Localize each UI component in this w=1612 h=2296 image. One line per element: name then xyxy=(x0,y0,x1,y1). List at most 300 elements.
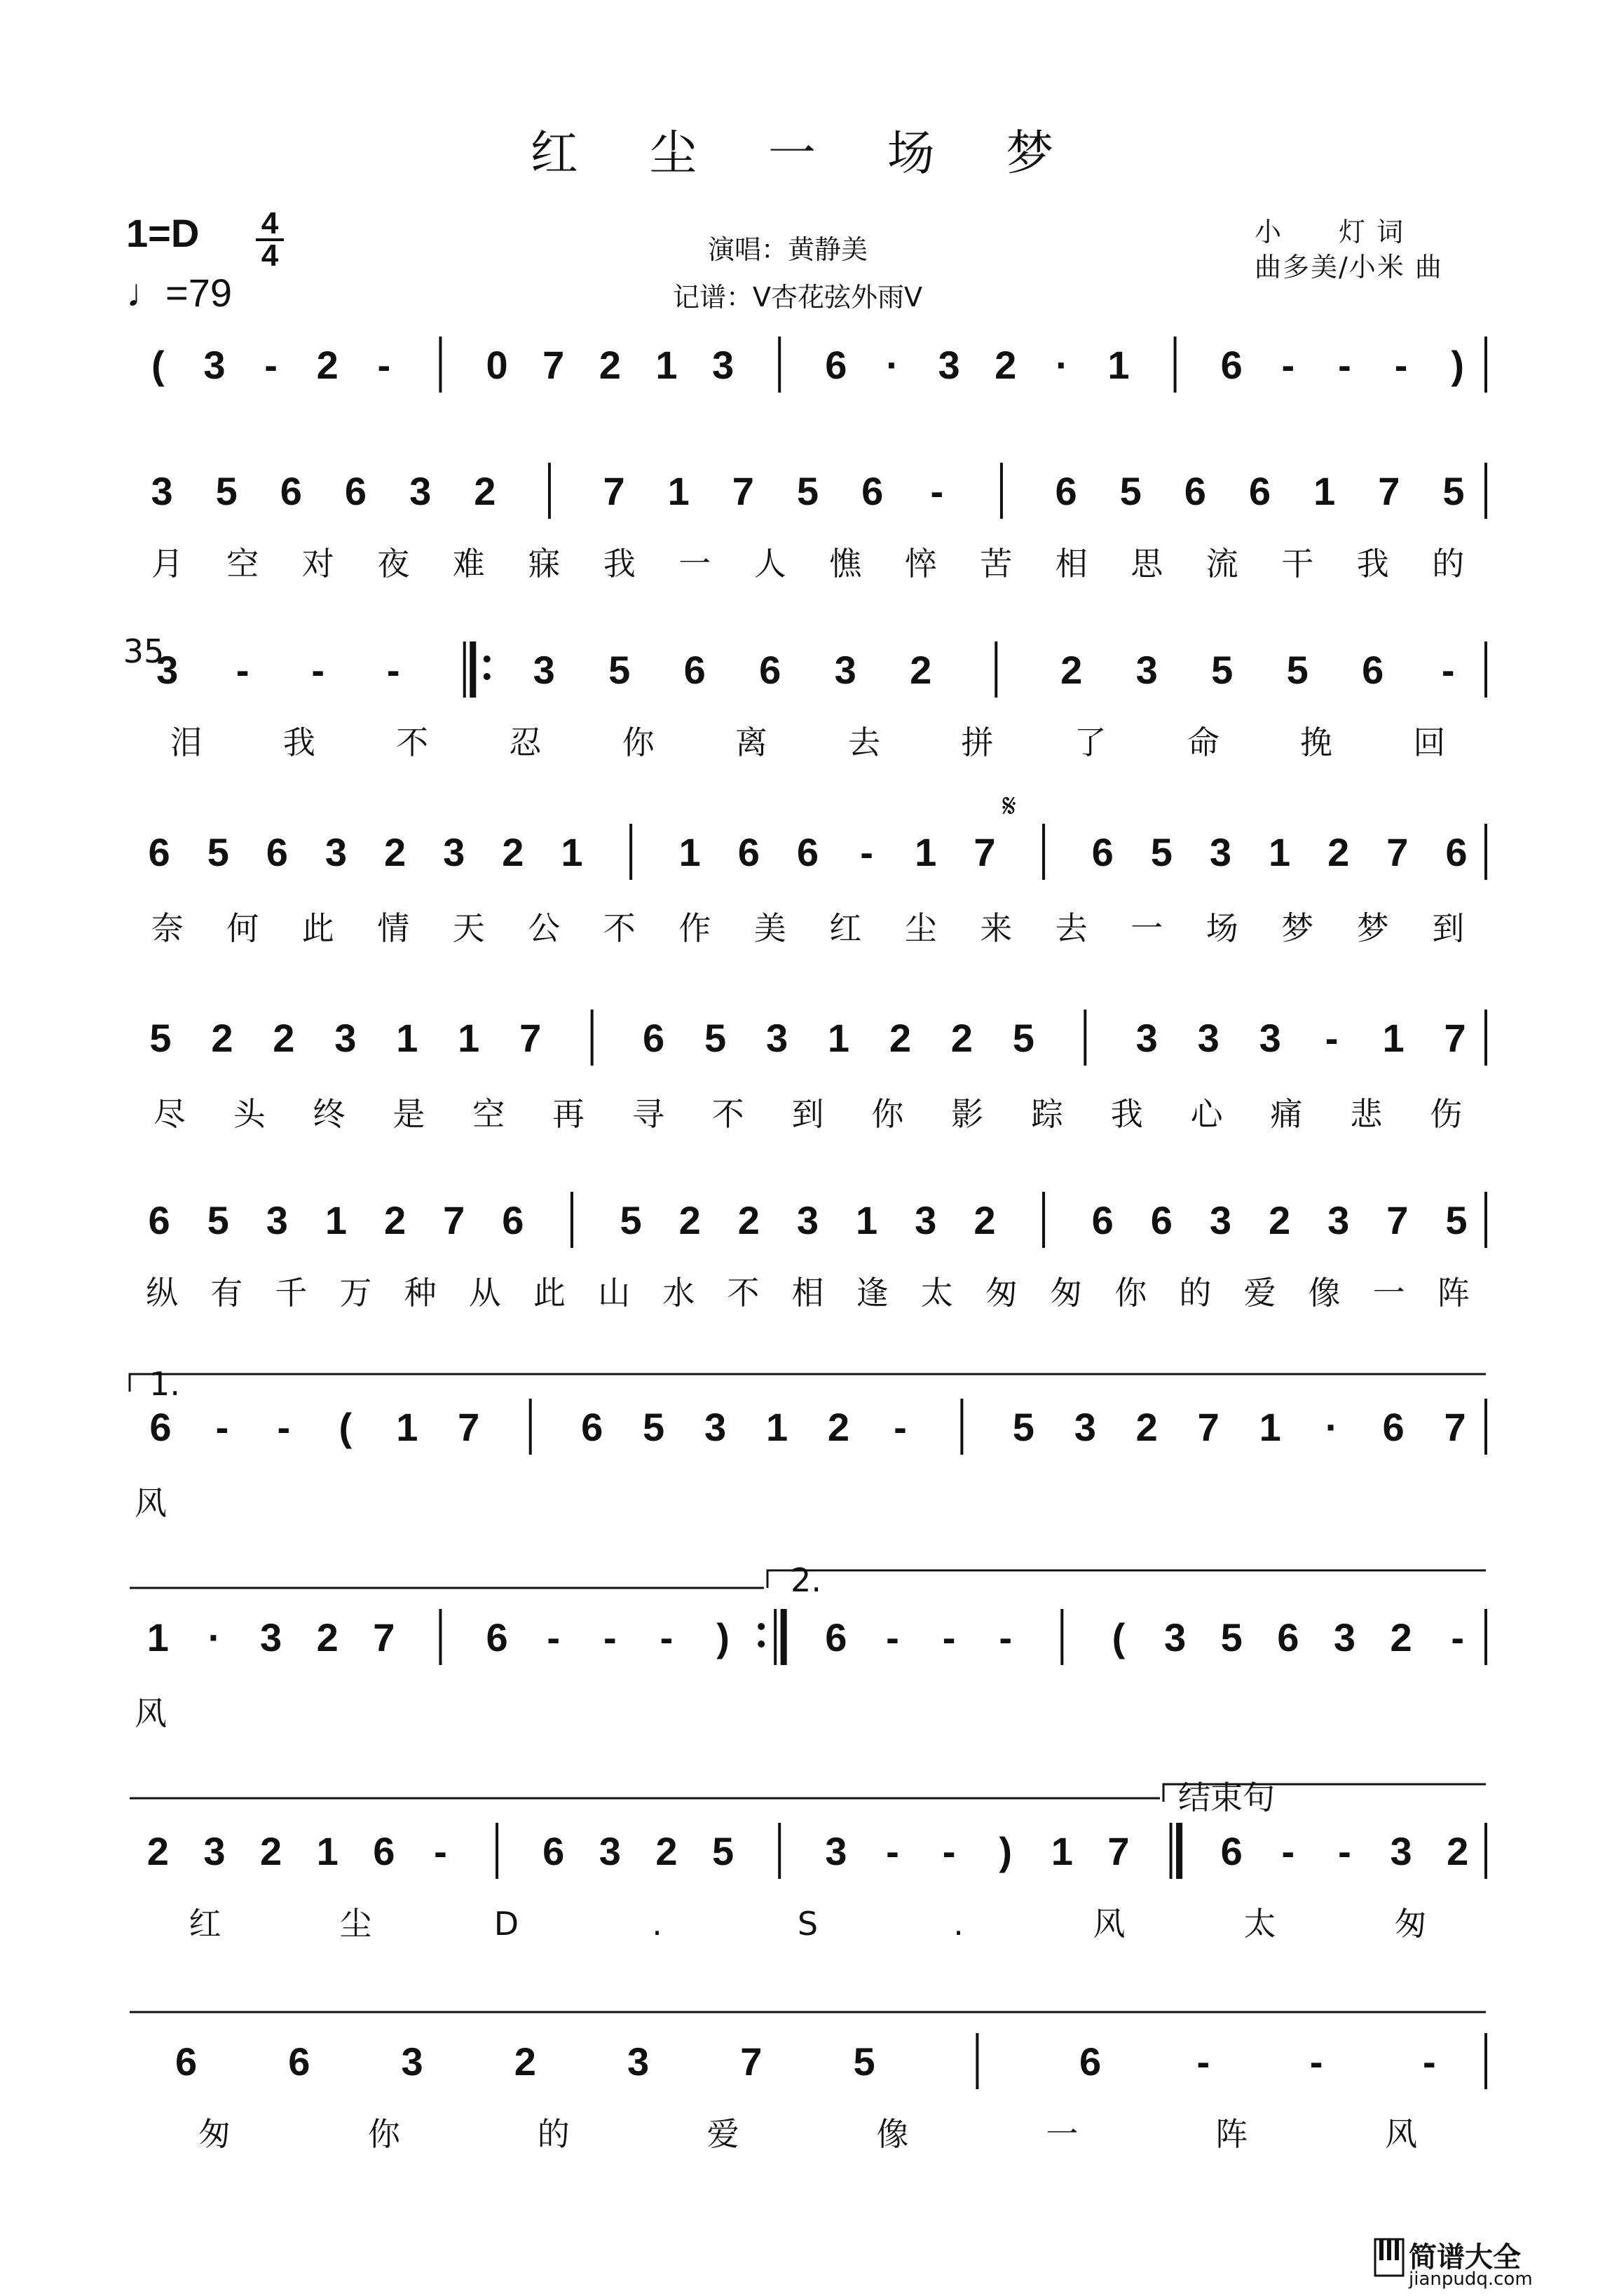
note: 1 xyxy=(827,1016,850,1060)
lyric-char: 心 xyxy=(1190,1095,1223,1133)
volta-2-bracket xyxy=(767,1570,1486,1588)
lyric-char: 命 xyxy=(1187,724,1220,761)
note: 5 xyxy=(853,2039,875,2084)
lyric-char: 美 xyxy=(753,909,786,947)
note: ) xyxy=(716,1615,730,1659)
note: 5 xyxy=(620,1198,642,1242)
note: 5 xyxy=(215,469,238,513)
key-signature: 1=D xyxy=(126,211,200,255)
volta-1-label: 1. xyxy=(149,1365,180,1403)
note: 2 xyxy=(146,1829,169,1873)
note: · xyxy=(886,343,899,387)
lyric-char: 拼 xyxy=(961,724,994,761)
lyric-char: 情 xyxy=(377,909,410,947)
note: 3 xyxy=(203,343,226,387)
note: 3 xyxy=(1390,1829,1412,1873)
lyric-char: 此 xyxy=(301,909,334,947)
note: - xyxy=(603,1615,617,1659)
note: 3 xyxy=(156,648,179,692)
note: 3 xyxy=(1209,1198,1231,1242)
lyric-char: 我 xyxy=(1356,545,1389,583)
lyric-char: 了 xyxy=(1074,724,1107,761)
lyric-char: 踪 xyxy=(1030,1095,1063,1133)
note: - xyxy=(1394,343,1408,387)
lyric-char: 我 xyxy=(282,724,315,761)
note: 6 xyxy=(373,1829,395,1873)
note: 2 xyxy=(678,1198,701,1242)
note: 6 xyxy=(1382,1405,1405,1449)
note: - xyxy=(1338,1829,1351,1873)
note: 1 xyxy=(915,830,937,874)
singer-credit: 演唱：黄静美 xyxy=(708,234,868,265)
lyric-char: 匆 xyxy=(1050,1274,1083,1312)
lyric-char: 的 xyxy=(1179,1274,1212,1312)
note: 7 xyxy=(542,343,565,387)
note: 2 xyxy=(273,1016,295,1060)
note: - xyxy=(1309,2039,1323,2084)
note: 6 xyxy=(1362,648,1384,692)
note: 5 xyxy=(1286,648,1309,692)
lyric-char: 你 xyxy=(622,724,655,761)
lyric-char: 伤 xyxy=(1430,1095,1463,1133)
lyric-char: 一 xyxy=(1372,1274,1405,1312)
lyric-char: 相 xyxy=(791,1274,824,1312)
note: - xyxy=(1325,1016,1339,1060)
lyric-char: 何 xyxy=(226,909,259,947)
note: 3 xyxy=(1333,1615,1356,1659)
note: 7 xyxy=(1444,1016,1466,1060)
note: 6 xyxy=(1055,469,1077,513)
note: 7 xyxy=(1444,1405,1466,1449)
note: 3 xyxy=(627,2039,650,2084)
lyric-char: S xyxy=(797,1905,819,1943)
repeat-dot xyxy=(484,673,491,680)
lyric-char: 爱 xyxy=(1243,1274,1276,1312)
note: 6 xyxy=(502,1198,524,1242)
time-signature-bottom: 4 xyxy=(261,238,279,273)
note: 3 xyxy=(711,343,735,387)
note: 0 xyxy=(486,343,508,387)
note: 2 xyxy=(384,1198,407,1242)
note: ) xyxy=(999,1829,1013,1873)
note: 3 xyxy=(915,1198,937,1242)
note: - xyxy=(860,830,873,874)
note: 6 xyxy=(861,469,884,513)
note: 7 xyxy=(519,1016,542,1060)
note: 6 xyxy=(1184,469,1206,513)
lyric-char: 水 xyxy=(662,1274,695,1312)
lyric-char: 风 xyxy=(135,1484,167,1522)
note: 1 xyxy=(458,1016,480,1060)
note: 3 xyxy=(599,1829,621,1873)
lyric-char: 难 xyxy=(452,545,485,583)
note: · xyxy=(1055,343,1069,387)
note: 1 xyxy=(1382,1016,1405,1060)
repeat-dot xyxy=(484,655,491,663)
note: 2 xyxy=(474,469,496,513)
note: 3 xyxy=(533,648,555,692)
note: 3 xyxy=(259,1615,282,1659)
lyric-char: 再 xyxy=(552,1095,585,1133)
note: 6 xyxy=(1091,1198,1114,1242)
note: 5 xyxy=(643,1405,665,1449)
lyric-char: 夜 xyxy=(377,545,410,583)
lyric-char: 泪 xyxy=(170,724,203,761)
note: 2 xyxy=(384,830,407,874)
note: 3 xyxy=(1327,1198,1350,1242)
note: 5 xyxy=(1012,1016,1034,1060)
note: 2 xyxy=(950,1016,973,1060)
lyric-char: 我 xyxy=(603,545,636,583)
lyric-char: 寐 xyxy=(528,545,561,583)
lyric-char: 我 xyxy=(1110,1095,1143,1133)
note: - xyxy=(999,1615,1013,1659)
note: 2 xyxy=(910,648,932,692)
note: 3 xyxy=(796,1198,819,1242)
note: - xyxy=(942,1829,956,1873)
lyric-char: 憔 xyxy=(829,545,862,583)
note: 5 xyxy=(1445,1198,1468,1242)
note: - xyxy=(660,1615,674,1659)
note: - xyxy=(547,1615,561,1659)
piano-keys-icon xyxy=(1374,2236,1405,2278)
note: 5 xyxy=(149,1016,172,1060)
lyric-char: 天 xyxy=(452,909,485,947)
note: 7 xyxy=(603,469,625,513)
note: 6 xyxy=(344,469,367,513)
note: 6 xyxy=(266,830,288,874)
note: - xyxy=(1441,648,1455,692)
lyric-char: 阵 xyxy=(1437,1274,1470,1312)
watermark-site: jianpudq.com xyxy=(1409,2269,1533,2290)
note: 6 xyxy=(1079,2039,1102,2084)
note: - xyxy=(1338,343,1351,387)
note: 2 xyxy=(1327,830,1350,874)
note: 6 xyxy=(1150,1198,1173,1242)
lyric-char: 像 xyxy=(876,2115,909,2153)
note: 2 xyxy=(1135,1405,1158,1449)
lyric-char: 痛 xyxy=(1270,1095,1303,1133)
watermark-title: 简谱大全 xyxy=(1409,2241,1521,2274)
note: 3 xyxy=(1209,830,1231,874)
lyric-char: 苦 xyxy=(980,545,1013,583)
song-title: 红 尘 一 场 梦 xyxy=(530,126,1082,182)
note: 2 xyxy=(995,343,1017,387)
lyric-char: 太 xyxy=(920,1274,953,1312)
lyric-char: 你 xyxy=(871,1095,904,1133)
lyric-char: 一 xyxy=(678,545,711,583)
lyric-char: 寻 xyxy=(631,1095,664,1133)
note: 2 xyxy=(1268,1198,1291,1242)
note: - xyxy=(1423,2039,1436,2084)
note: - xyxy=(215,1405,229,1449)
lyric-char: 有 xyxy=(210,1274,243,1312)
note: 1 xyxy=(146,1615,169,1659)
note: 1 xyxy=(655,343,678,387)
note: 3 xyxy=(765,1016,788,1060)
note: 2 xyxy=(827,1405,850,1449)
note: 6 xyxy=(148,1198,170,1242)
lyric-char: 一 xyxy=(1046,2115,1079,2153)
lyric-char: 一 xyxy=(1131,909,1163,947)
note: 6 xyxy=(581,1405,603,1449)
lyric-char: 梦 xyxy=(1356,909,1389,947)
note: 5 xyxy=(711,1829,735,1873)
note: 5 xyxy=(1150,830,1173,874)
lyric-char: 此 xyxy=(533,1274,566,1312)
lyric-char: 对 xyxy=(301,545,334,583)
lyric-char: 太 xyxy=(1243,1905,1276,1943)
note: - xyxy=(894,1405,907,1449)
note: 6 xyxy=(149,1405,172,1449)
lyric-char: D xyxy=(493,1905,519,1943)
lyric-char: 梦 xyxy=(1281,909,1314,947)
note: ( xyxy=(339,1405,353,1449)
note: 2 xyxy=(737,1198,760,1242)
lyric-char: 挽 xyxy=(1300,724,1333,761)
note: 6 xyxy=(542,1829,565,1873)
note: 6 xyxy=(1445,830,1468,874)
note: 2 xyxy=(889,1016,912,1060)
note: 1 xyxy=(1107,343,1130,387)
note: 3 xyxy=(401,2039,423,2084)
lyric-char: 匆 xyxy=(985,1274,1018,1312)
note: 1 xyxy=(561,830,583,874)
note: 2 xyxy=(1060,648,1083,692)
lyric-char: 人 xyxy=(753,545,786,583)
note: 2 xyxy=(259,1829,282,1873)
note: 7 xyxy=(732,469,754,513)
lyric-char: 思 xyxy=(1131,545,1163,583)
note: 6 xyxy=(825,1615,847,1659)
lyric-char: 阵 xyxy=(1215,2115,1248,2153)
note: 6 xyxy=(1220,1829,1243,1873)
lyric-char: 干 xyxy=(1281,545,1314,583)
note: 7 xyxy=(458,1405,480,1449)
lyric-char: 悴 xyxy=(904,545,937,583)
lyric-char: 从 xyxy=(468,1274,501,1312)
note: 7 xyxy=(1197,1405,1220,1449)
repeat-dot xyxy=(758,1623,765,1630)
lyric-char: 去 xyxy=(848,724,881,761)
lyric-char: 相 xyxy=(1055,545,1088,583)
note: - xyxy=(377,343,391,387)
note: 3 xyxy=(266,1198,288,1242)
note: 1 xyxy=(856,1198,878,1242)
volta-2-label: 2. xyxy=(791,1561,821,1599)
lyric-char: . xyxy=(652,1905,662,1943)
note: 6 xyxy=(759,648,781,692)
note: 1 xyxy=(678,830,701,874)
note: 2 xyxy=(655,1829,678,1873)
lyric-char: 红 xyxy=(829,909,862,947)
lyric-char: 的 xyxy=(537,2115,570,2153)
note: 2 xyxy=(1447,1829,1469,1873)
note: 7 xyxy=(740,2039,763,2084)
note: 6 xyxy=(486,1615,508,1659)
note: 6 xyxy=(643,1016,665,1060)
grace-notes: 35 xyxy=(123,632,165,670)
tempo-marking: ♩=79 xyxy=(126,271,232,315)
segno-symbol: 𝄋 xyxy=(1002,787,1016,824)
lyric-char: 公 xyxy=(528,909,561,947)
note: 2 xyxy=(316,1615,339,1659)
note: - xyxy=(942,1615,956,1659)
note: 1 xyxy=(765,1405,788,1449)
lyric-char: 像 xyxy=(1308,1274,1341,1312)
note: 1 xyxy=(396,1016,418,1060)
note: 5 xyxy=(1220,1615,1243,1659)
lyric-char: 你 xyxy=(1114,1274,1147,1312)
lyric-char: 逢 xyxy=(856,1274,889,1312)
lyric-char: 尽 xyxy=(153,1095,186,1133)
lyric-char: 不 xyxy=(727,1274,760,1312)
note: 2 xyxy=(502,830,524,874)
note: - xyxy=(886,1615,899,1659)
note: 2 xyxy=(1390,1615,1412,1659)
note: - xyxy=(886,1829,899,1873)
note: - xyxy=(1281,1829,1295,1873)
note: 3 xyxy=(825,1829,847,1873)
lyric-char: 终 xyxy=(313,1095,346,1133)
note: 5 xyxy=(1442,469,1465,513)
lyric-char: 万 xyxy=(339,1274,372,1312)
note: 6 xyxy=(825,343,847,387)
note: 5 xyxy=(1119,469,1142,513)
ending-label: 结束句 xyxy=(1178,1779,1275,1816)
note: 6 xyxy=(175,2039,198,2084)
lyric-char: 作 xyxy=(678,909,711,947)
note: - xyxy=(434,1829,447,1873)
lyric-char: 风 xyxy=(135,1694,167,1732)
lyric-char: 不 xyxy=(603,909,636,947)
note: 3 xyxy=(1135,1016,1158,1060)
lyric-char: 千 xyxy=(275,1274,308,1312)
lyric-char: 场 xyxy=(1205,909,1238,947)
note: 3 xyxy=(1163,1615,1187,1659)
lyric-char: 空 xyxy=(226,545,259,583)
note: - xyxy=(264,343,278,387)
note: 6 xyxy=(148,830,170,874)
note: - xyxy=(1196,2039,1210,2084)
note: 7 xyxy=(974,830,996,874)
lyric-char: 的 xyxy=(1432,545,1465,583)
note: 6 xyxy=(1091,830,1114,874)
note: 6 xyxy=(796,830,819,874)
note: 3 xyxy=(1197,1016,1220,1060)
lyric-char: 不 xyxy=(396,724,429,761)
time-signature-top: 4 xyxy=(261,206,279,240)
lyric-char: 空 xyxy=(472,1095,505,1133)
note: 2 xyxy=(514,2039,536,2084)
note: 3 xyxy=(834,648,856,692)
lyric-char: 去 xyxy=(1055,909,1088,947)
lyric-char: 悲 xyxy=(1350,1095,1383,1133)
lyric-char: 纵 xyxy=(146,1274,179,1312)
lyric-char: . xyxy=(953,1905,964,1943)
lyric-char: 忍 xyxy=(509,724,542,761)
lyric-char: 回 xyxy=(1413,724,1446,761)
composer-credit: 曲多美/小米 曲 xyxy=(1255,252,1443,283)
note: 2 xyxy=(211,1016,233,1060)
note: 7 xyxy=(1386,830,1409,874)
note: 1 xyxy=(396,1405,418,1449)
note: 5 xyxy=(704,1016,727,1060)
note: 6 xyxy=(288,2039,310,2084)
note: 3 xyxy=(1259,1016,1281,1060)
note: 7 xyxy=(1378,469,1400,513)
lyric-char: 来 xyxy=(980,909,1013,947)
lyric-char: 奈 xyxy=(151,909,184,947)
lyric-char: 风 xyxy=(1385,2115,1418,2153)
note: 1 xyxy=(1313,469,1336,513)
note: 5 xyxy=(207,1198,229,1242)
note: 6 xyxy=(280,469,302,513)
lyric-char: 种 xyxy=(404,1274,437,1312)
lyric-char: 离 xyxy=(735,724,767,761)
note: 3 xyxy=(443,830,465,874)
note: ( xyxy=(151,343,165,387)
note: - xyxy=(930,469,944,513)
note: · xyxy=(1325,1405,1339,1449)
lyric-char: 你 xyxy=(367,2115,400,2153)
note: 3 xyxy=(1135,648,1158,692)
note: 2 xyxy=(599,343,621,387)
note: - xyxy=(311,648,325,692)
lyric-char: 尘 xyxy=(904,909,937,947)
note: 3 xyxy=(938,343,960,387)
note: 5 xyxy=(1211,648,1234,692)
note: 6 xyxy=(1248,469,1271,513)
lyric-char: 月 xyxy=(151,545,184,583)
note: - xyxy=(235,648,250,692)
transcriber-credit: 记谱：V杏花弦外雨V xyxy=(673,282,922,313)
lyric-char: 影 xyxy=(951,1095,984,1133)
lyric-char: 不 xyxy=(711,1095,744,1133)
note: 1 xyxy=(1259,1405,1281,1449)
note: 3 xyxy=(203,1829,226,1873)
note: 7 xyxy=(1386,1198,1409,1242)
lyric-char: 匆 xyxy=(1394,1905,1427,1943)
note: 5 xyxy=(608,648,631,692)
lyric-char: 尘 xyxy=(339,1905,372,1943)
note: 6 xyxy=(1277,1615,1299,1659)
note: 5 xyxy=(1012,1405,1034,1449)
note: 5 xyxy=(207,830,229,874)
lyric-char: 头 xyxy=(233,1095,266,1133)
note: 6 xyxy=(1220,343,1243,387)
volta-1-bracket xyxy=(130,1374,1486,1392)
lyric-char: 到 xyxy=(1432,909,1465,947)
note: - xyxy=(386,648,400,692)
note: 3 xyxy=(325,830,348,874)
lyricist-credit: 小 灯 词 xyxy=(1255,217,1405,247)
note: 2 xyxy=(974,1198,996,1242)
note: 3 xyxy=(409,469,432,513)
note: ) xyxy=(1451,343,1465,387)
note: 7 xyxy=(373,1615,395,1659)
note: 1 xyxy=(316,1829,339,1873)
note: 3 xyxy=(151,469,173,513)
lyric-char: 流 xyxy=(1205,545,1238,583)
lyric-char: 山 xyxy=(598,1274,631,1312)
note: 1 xyxy=(667,469,690,513)
note: 1 xyxy=(1051,1829,1073,1873)
note: 6 xyxy=(737,830,760,874)
lyric-char: 是 xyxy=(392,1095,425,1133)
note: ( xyxy=(1112,1615,1126,1659)
note: 2 xyxy=(316,343,339,387)
